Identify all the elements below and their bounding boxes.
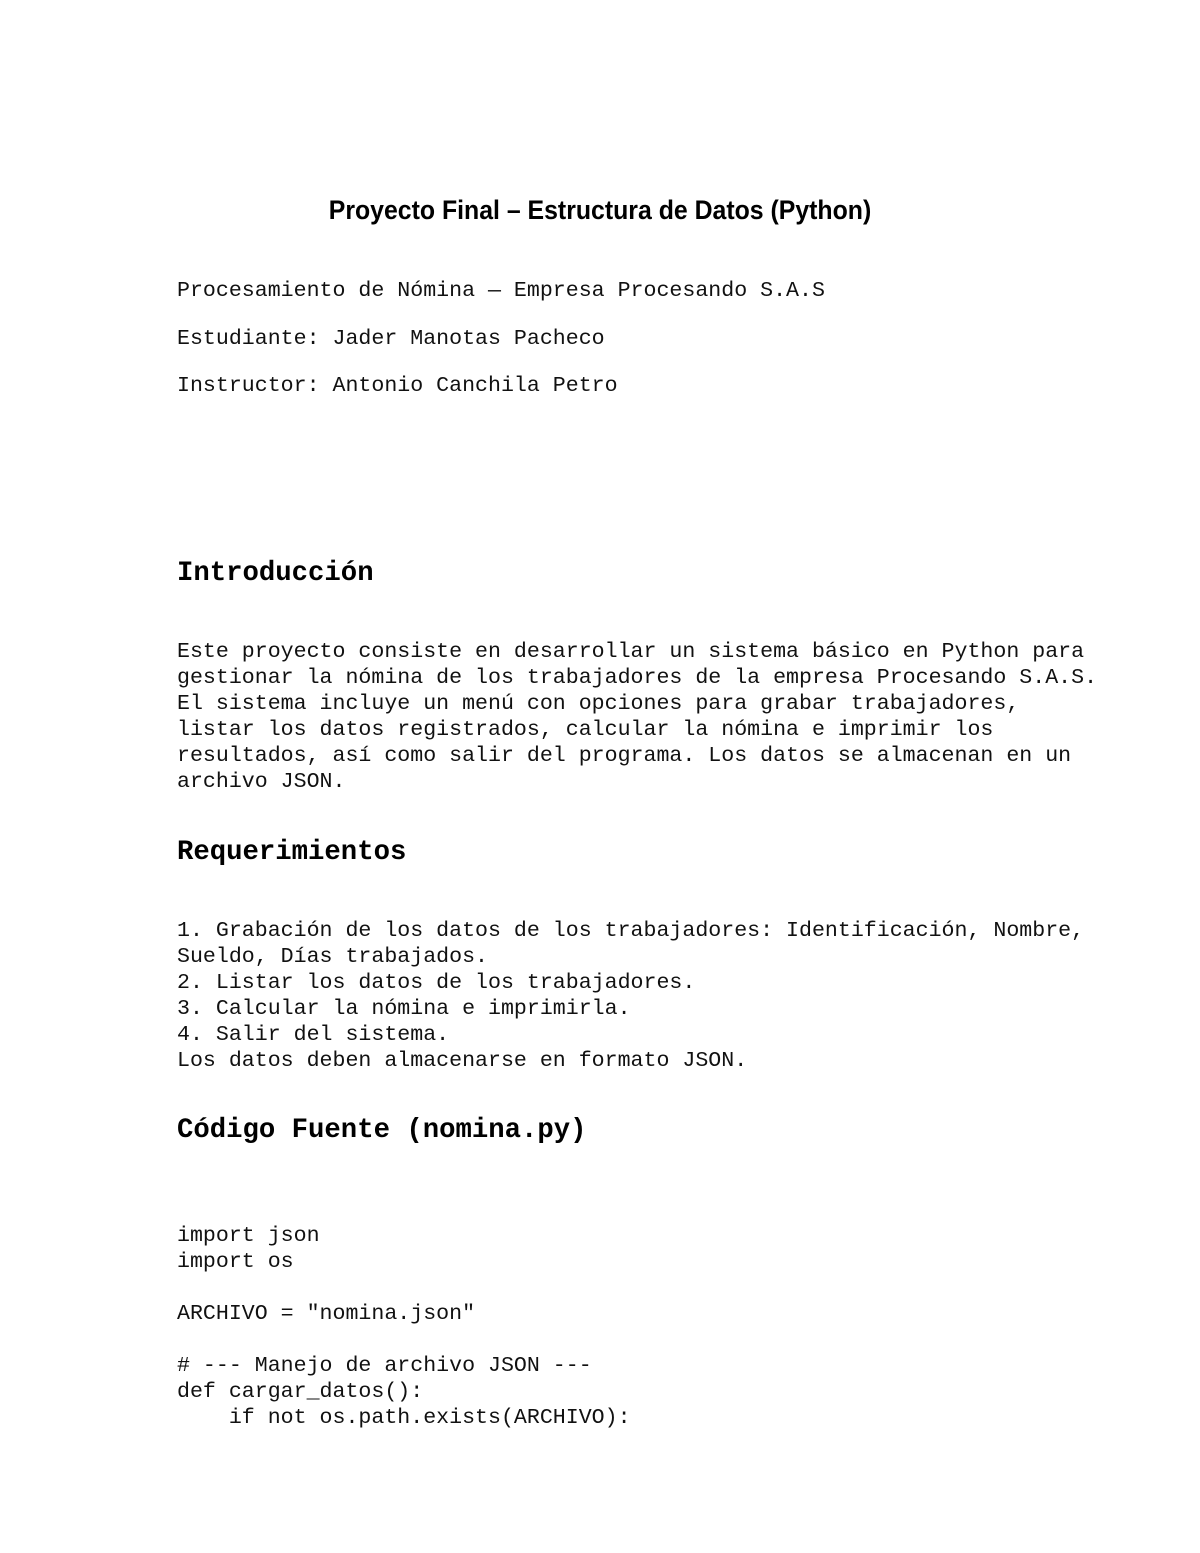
requirement-line: Los datos deben almacenarse en formato JSON. xyxy=(177,1049,748,1073)
requirement-line: Sueldo, Días trabajados. xyxy=(177,945,489,969)
project-subtitle: Procesamiento de Nómina — Empresa Procesando S.A.S xyxy=(177,279,825,303)
code-heading: Código Fuente (nomina.py) xyxy=(177,1115,587,1146)
document-title: Proyecto Final – Estructura de Datos (Python) xyxy=(328,195,872,225)
intro-heading: Introducción xyxy=(177,558,374,589)
student-line: Estudiante: Jader Manotas Pacheco xyxy=(177,327,605,351)
requirements-heading: Requerimientos xyxy=(177,837,407,868)
intro-line: listar los datos registrados, calcular la nómina e imprimir los xyxy=(177,718,994,742)
requirement-line: 1. Grabación de los datos de los trabajadores: Identificación, Nombre, xyxy=(177,919,1085,943)
requirement-line: 2. Listar los datos de los trabajadores. xyxy=(177,971,696,995)
code-block xyxy=(177,1197,631,1457)
code-line xyxy=(177,1327,631,1353)
code-line: ARCHIVO = "nomina.json" xyxy=(177,1302,476,1326)
intro-paragraph xyxy=(177,613,1097,821)
instructor-line: Instructor: Antonio Canchila Petro xyxy=(177,374,618,398)
code-line xyxy=(177,1275,631,1301)
requirement-line: 4. Salir del sistema. xyxy=(177,1023,450,1047)
intro-line: archivo JSON. xyxy=(177,770,346,794)
intro-line: Este proyecto consiste en desarrollar un sistema básico en Python para xyxy=(177,640,1085,664)
code-line: # --- Manejo de archivo JSON --- xyxy=(177,1354,592,1378)
code-line: def cargar_datos(): xyxy=(177,1380,424,1404)
intro-line: El sistema incluye un menú con opciones para grabar trabajadores, xyxy=(177,692,1020,716)
intro-line: gestionar la nómina de los trabajadores de la empresa Procesando S.A.S. xyxy=(177,666,1098,690)
code-line: import json xyxy=(177,1224,320,1248)
intro-line: resultados, así como salir del programa. Los datos se almacenan en un xyxy=(177,744,1072,768)
code-line: if not os.path.exists(ARCHIVO): xyxy=(177,1406,631,1430)
code-line: import os xyxy=(177,1250,294,1274)
requirement-line: 3. Calcular la nómina e imprimirla. xyxy=(177,997,631,1021)
requirements-list xyxy=(177,892,1084,1100)
